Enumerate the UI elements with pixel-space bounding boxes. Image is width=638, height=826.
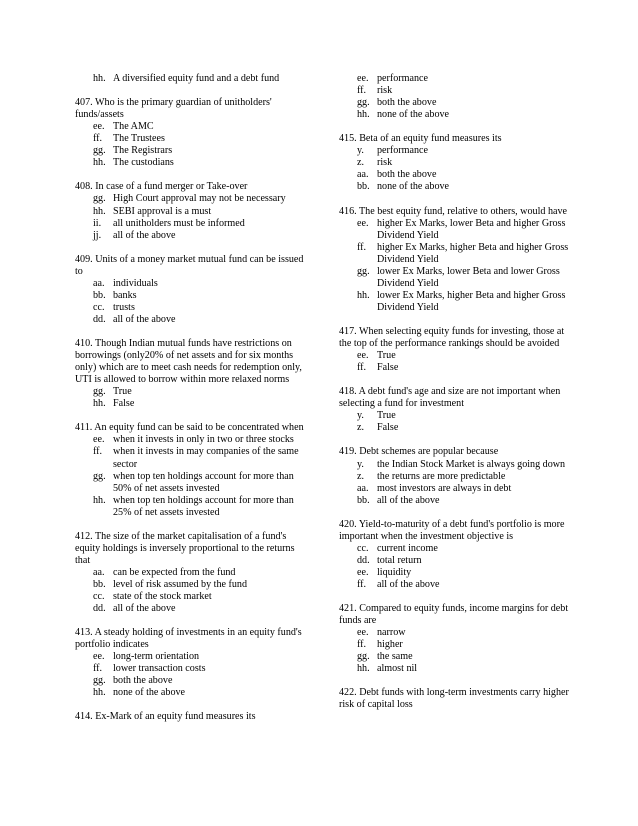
block-spacer <box>75 410 307 422</box>
option-text: all of the above <box>377 494 440 506</box>
option-text: higher <box>377 639 403 651</box>
answer-option <box>75 386 307 398</box>
question-block <box>339 73 571 121</box>
question-block <box>75 181 307 241</box>
option-text: The Trustees <box>113 133 165 145</box>
block-spacer <box>75 169 307 181</box>
answer-option <box>75 278 307 290</box>
question-text: 414. Ex-Mark of an equity fund measures its <box>75 711 256 723</box>
option-label: hh. <box>93 205 106 217</box>
option-label: ff. <box>93 663 103 675</box>
option-label: bb. <box>93 578 106 590</box>
option-text: when it invests in only in two or three stocks <box>113 434 294 446</box>
answer-option <box>75 206 307 218</box>
option-text: lower Ex Marks, lower Beta and lower Gross Dividend Yield <box>377 265 560 289</box>
answer-option <box>339 410 571 422</box>
option-text: The custodians <box>113 157 174 169</box>
option-text: can be expected from the fund <box>113 566 236 578</box>
option-label: y. <box>357 410 364 422</box>
option-text: False <box>377 422 399 434</box>
answer-option <box>339 627 571 639</box>
block-spacer <box>75 699 307 711</box>
question-block <box>339 386 571 434</box>
block-spacer <box>75 326 307 338</box>
option-text: when it invests in may companies of the same sector <box>113 446 299 470</box>
answer-option <box>75 471 307 495</box>
block-spacer <box>339 507 571 519</box>
answer-option <box>339 266 571 290</box>
question-text: 407. Who is the primary guardian of unitholders' funds/assets <box>75 97 272 121</box>
block-spacer <box>339 591 571 603</box>
option-text: A diversified equity fund and a debt fund <box>113 73 280 84</box>
option-label: ee. <box>357 627 369 639</box>
answer-option <box>339 555 571 567</box>
option-text: False <box>377 362 399 374</box>
option-text: most investors are always in debt <box>377 482 512 494</box>
answer-option <box>75 218 307 230</box>
answer-option <box>75 651 307 663</box>
option-text: both the above <box>377 97 437 109</box>
option-label: ff. <box>357 362 367 374</box>
option-label: ee. <box>93 121 105 133</box>
option-label: aa. <box>93 566 105 578</box>
question-text: 419. Debt schemes are popular because <box>339 446 499 458</box>
answer-option <box>339 350 571 362</box>
answer-option <box>339 169 571 181</box>
answer-option <box>75 230 307 242</box>
option-text: True <box>377 350 396 362</box>
option-label: cc. <box>357 542 369 554</box>
option-text: True <box>377 410 396 422</box>
option-label: hh. <box>357 289 370 301</box>
answer-option <box>339 181 571 193</box>
answer-option <box>339 639 571 651</box>
option-label: ee. <box>93 651 105 663</box>
answer-option <box>75 446 307 470</box>
option-label: dd. <box>93 313 106 325</box>
option-label: ff. <box>93 133 103 145</box>
option-label: z. <box>357 157 365 169</box>
option-label: gg. <box>357 97 370 109</box>
answer-option <box>339 218 571 242</box>
option-text: when top ten holdings account for more than 25% of net assets invested <box>113 494 294 518</box>
answer-option <box>75 314 307 326</box>
option-label: hh. <box>93 687 106 699</box>
option-text: when top ten holdings account for more than 50% of net assets invested <box>113 470 294 494</box>
question-block <box>75 254 307 326</box>
question-block <box>339 446 571 506</box>
answer-option <box>75 434 307 446</box>
answer-option <box>339 663 571 675</box>
question-block <box>339 206 571 314</box>
option-label: gg. <box>93 470 106 482</box>
option-label: ff. <box>93 446 103 458</box>
option-label: hh. <box>93 398 106 410</box>
question-text: 409. Units of a money market mutual fund can be issued to <box>75 253 304 277</box>
option-text: long-term orientation <box>113 651 200 663</box>
question-text: 408. In case of a fund merger or Take-over <box>75 181 248 193</box>
option-label: aa. <box>93 277 105 289</box>
option-text: all of the above <box>377 578 440 590</box>
option-text: The AMC <box>113 121 154 133</box>
option-text: none of the above <box>113 687 186 699</box>
option-label: dd. <box>93 603 106 615</box>
option-text: SEBI approval is a must <box>113 205 212 217</box>
option-label: ee. <box>93 434 105 446</box>
answer-option <box>75 133 307 145</box>
answer-option <box>75 567 307 579</box>
answer-option <box>75 157 307 169</box>
answer-option <box>339 97 571 109</box>
question-block <box>75 422 307 518</box>
option-label: aa. <box>357 482 369 494</box>
block-spacer <box>339 193 571 205</box>
answer-option <box>75 398 307 410</box>
question-text: 410. Though Indian mutual funds have restrictions on borrowings (only20% of net assets and for six months only) which are to meet cash needs for redemption only, UTI is allowed to borrow within more relaxed norms <box>75 338 302 386</box>
answer-option <box>339 651 571 663</box>
option-text: both the above <box>377 169 437 181</box>
left-column <box>75 73 307 724</box>
question-block <box>75 97 307 169</box>
option-label: z. <box>357 422 365 434</box>
answer-option <box>75 579 307 591</box>
block-spacer <box>339 374 571 386</box>
question-block <box>75 627 307 699</box>
answer-option <box>75 687 307 699</box>
option-text: liquidity <box>377 566 412 578</box>
option-text: both the above <box>113 675 173 687</box>
option-text: performance <box>377 145 428 157</box>
answer-option <box>75 663 307 675</box>
option-text: state of the stock market <box>113 591 212 603</box>
option-label: bb. <box>357 494 370 506</box>
option-text: almost nil <box>377 663 418 675</box>
question-text: 417. When selecting equity funds for investing, those at the top of the performance rankings should be avoided <box>339 325 565 350</box>
option-label: y. <box>357 145 364 157</box>
option-text: none of the above <box>377 181 450 193</box>
option-label: bb. <box>93 289 106 301</box>
option-text: level of risk assumed by the fund <box>113 578 247 590</box>
answer-option <box>339 290 571 314</box>
option-text: risk <box>377 157 393 169</box>
block-spacer <box>75 242 307 254</box>
question-block <box>75 711 307 723</box>
question-text: 412. The size of the market capitalisation of a fund's equity holdings is inversely proportional to the returns that <box>75 530 295 566</box>
option-label: z. <box>357 470 365 482</box>
answer-option <box>75 675 307 687</box>
answer-option <box>75 73 307 85</box>
option-text: higher Ex Marks, lower Beta and higher Gross Dividend Yield <box>377 217 566 241</box>
question-block <box>339 133 571 193</box>
answer-option <box>339 471 571 483</box>
option-label: cc. <box>93 591 105 603</box>
option-label: dd. <box>357 554 370 566</box>
question-text: 421. Compared to equity funds, income margins for debt funds are <box>339 603 569 627</box>
question-block <box>339 603 571 675</box>
question-text: 411. An equity fund can be said to be concentrated when <box>75 422 304 434</box>
option-text: The Registrars <box>113 145 173 157</box>
answer-option <box>75 290 307 302</box>
question-text: 413. A steady holding of investments in an equity fund's portfolio indicates <box>75 627 302 651</box>
option-label: hh. <box>93 494 106 506</box>
option-label: hh. <box>93 157 106 169</box>
answer-option <box>339 157 571 169</box>
answer-option <box>339 145 571 157</box>
option-text: narrow <box>377 627 406 639</box>
question-block <box>75 531 307 615</box>
option-text: all of the above <box>113 313 176 325</box>
question-block <box>339 519 571 591</box>
option-label: ff. <box>357 241 367 253</box>
right-column <box>339 73 571 711</box>
option-text: the Indian Stock Market is always going down <box>377 458 566 470</box>
answer-option <box>339 362 571 374</box>
question-text: 415. Beta of an equity fund measures its <box>339 133 502 145</box>
question-text: 418. A debt fund's age and size are not important when selecting a fund for investment <box>339 386 561 410</box>
option-text: trusts <box>113 301 135 313</box>
option-text: individuals <box>113 277 158 289</box>
option-label: ii. <box>93 217 102 229</box>
option-label: gg. <box>93 145 106 157</box>
option-label: ee. <box>357 350 369 362</box>
option-text: higher Ex Marks, higher Beta and higher Gross Dividend Yield <box>377 241 569 265</box>
option-label: ff. <box>357 578 367 590</box>
answer-option <box>339 422 571 434</box>
option-text: banks <box>113 289 137 301</box>
option-label: gg. <box>357 265 370 277</box>
option-label: jj. <box>93 229 102 241</box>
answer-option <box>75 302 307 314</box>
answer-option <box>339 109 571 121</box>
option-label: y. <box>357 458 364 470</box>
option-label: hh. <box>93 73 106 84</box>
answer-option <box>339 567 571 579</box>
option-text: performance <box>377 73 428 84</box>
answer-option <box>75 145 307 157</box>
answer-option <box>75 591 307 603</box>
option-text: current income <box>377 542 438 554</box>
answer-option <box>339 495 571 507</box>
option-text: total return <box>377 554 422 566</box>
option-text: the returns are more predictable <box>377 470 506 482</box>
answer-option <box>339 85 571 97</box>
answer-option <box>339 483 571 495</box>
answer-option <box>75 603 307 615</box>
option-label: hh. <box>357 109 370 121</box>
option-label: ee. <box>357 217 369 229</box>
option-text: High Court approval may not be necessary <box>113 193 286 205</box>
option-text: True <box>113 386 132 398</box>
block-spacer <box>75 615 307 627</box>
option-label: ff. <box>357 639 367 651</box>
option-label: gg. <box>93 193 106 205</box>
answer-option <box>75 495 307 519</box>
option-text: all unitholders must be informed <box>113 217 245 229</box>
question-block <box>339 326 571 374</box>
answer-option <box>75 121 307 133</box>
answer-option <box>339 579 571 591</box>
question-block <box>75 73 307 85</box>
option-label: aa. <box>357 169 369 181</box>
option-text: lower transaction costs <box>113 663 206 675</box>
option-label: hh. <box>357 663 370 675</box>
block-spacer <box>339 434 571 446</box>
option-label: bb. <box>357 181 370 193</box>
option-label: cc. <box>93 301 105 313</box>
question-text: 420. Yield-to-maturity of a debt fund's portfolio is more important when the investment objective is <box>339 518 565 542</box>
answer-option <box>339 543 571 555</box>
option-text: all of the above <box>113 229 176 241</box>
option-label: gg. <box>93 675 106 687</box>
option-label: gg. <box>93 386 106 398</box>
option-label: ff. <box>357 85 367 97</box>
question-block <box>339 687 571 711</box>
option-text: risk <box>377 85 393 97</box>
option-label: ee. <box>357 73 369 84</box>
answer-option <box>339 73 571 85</box>
block-spacer <box>75 85 307 97</box>
question-text: 422. Debt funds with long-term investments carry higher risk of capital loss <box>339 687 569 711</box>
answer-option <box>75 193 307 205</box>
question-text: 416. The best equity fund, relative to others, would have <box>339 205 567 217</box>
option-text: lower Ex Marks, higher Beta and higher Gross Dividend Yield <box>377 289 566 313</box>
answer-option <box>339 242 571 266</box>
answer-option <box>339 459 571 471</box>
question-block <box>75 338 307 410</box>
block-spacer <box>339 675 571 687</box>
block-spacer <box>75 519 307 531</box>
option-text: none of the above <box>377 109 450 121</box>
option-text: False <box>113 398 135 410</box>
block-spacer <box>339 314 571 326</box>
option-text: the same <box>377 651 413 663</box>
block-spacer <box>339 121 571 133</box>
option-label: ee. <box>357 566 369 578</box>
option-label: gg. <box>357 651 370 663</box>
option-text: all of the above <box>113 603 176 615</box>
